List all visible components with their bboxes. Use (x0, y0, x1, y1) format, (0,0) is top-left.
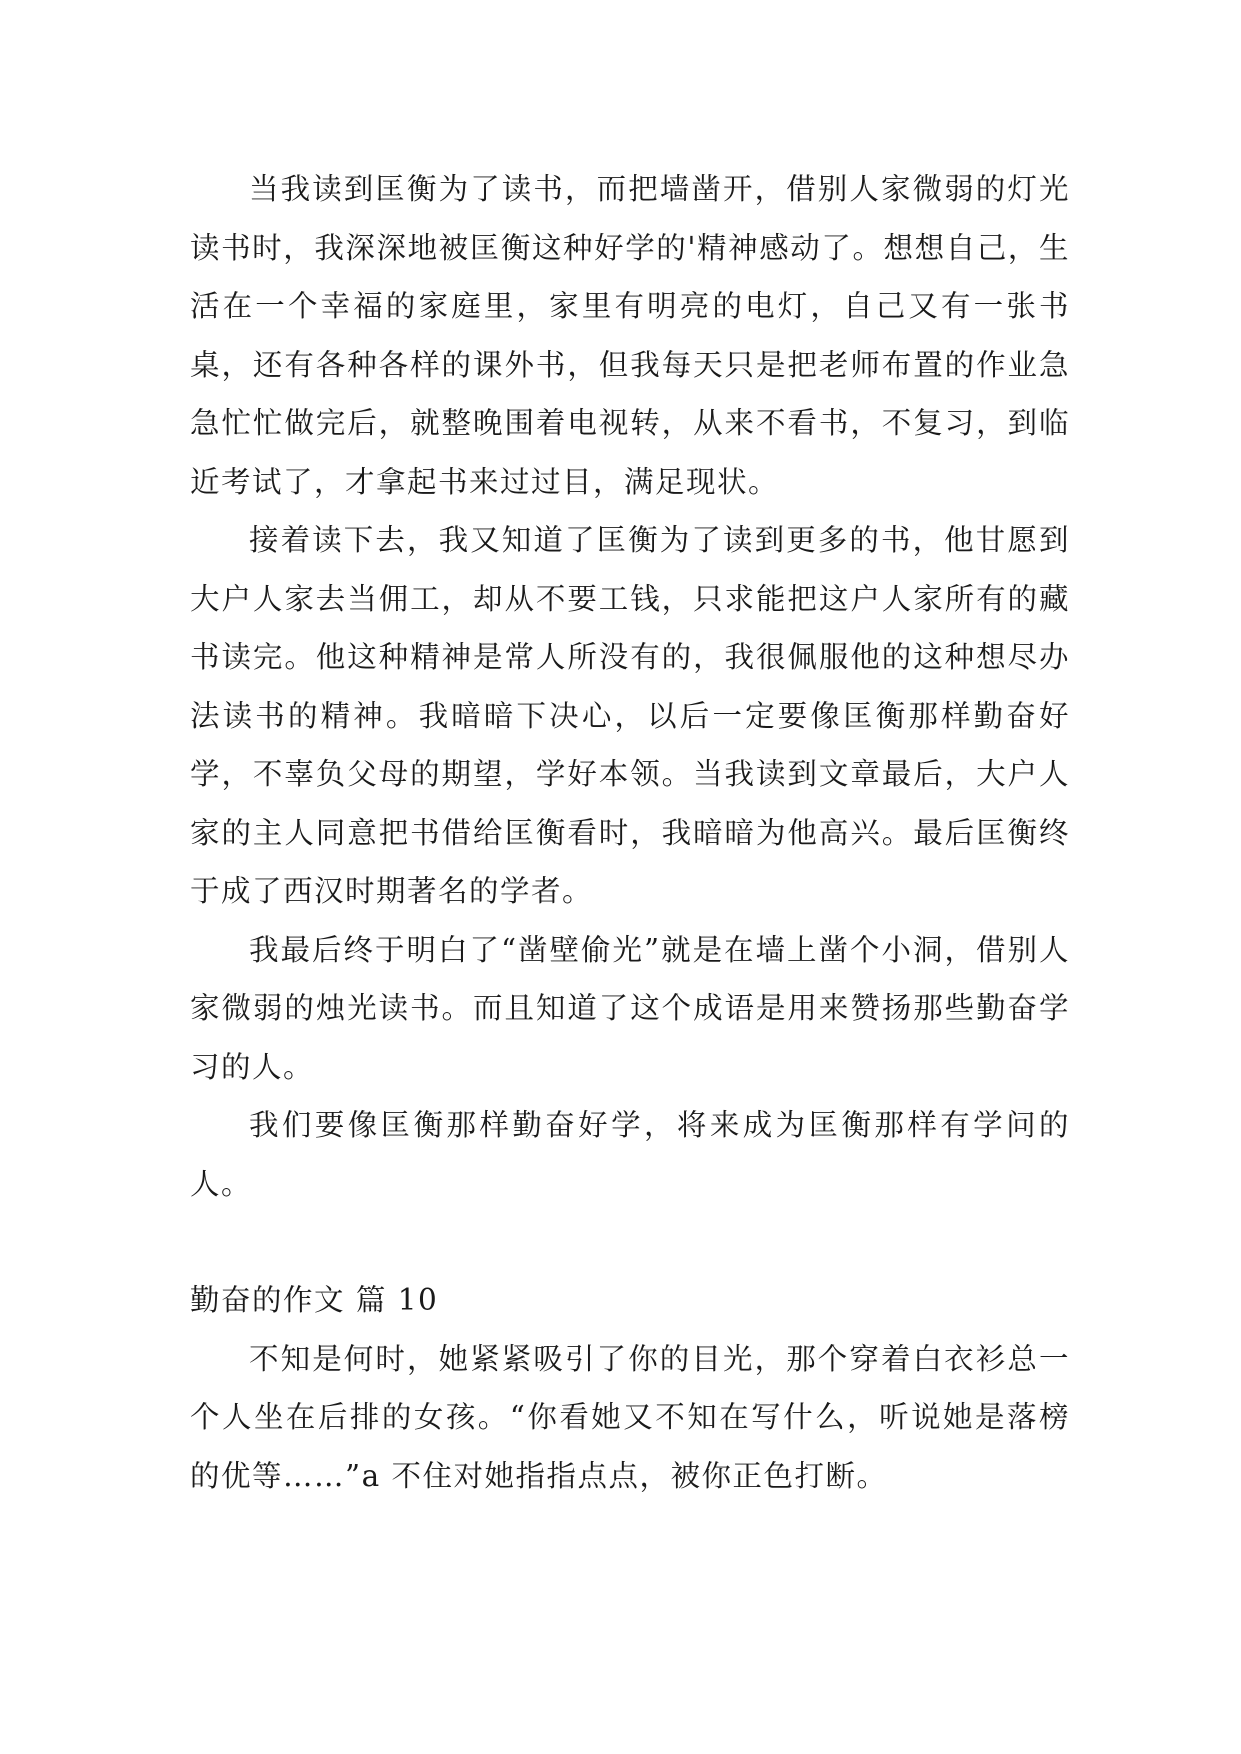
section-heading: 勤奋的作文 篇 10 (190, 1283, 439, 1317)
paragraph-4: 我们要像匡衡那样勤奋好学，将来成为匡衡那样有学问的人。 (190, 1108, 1070, 1201)
paragraph-5: 不知是何时，她紧紧吸引了你的目光，那个穿着白衣衫总一个人坐在后排的女孩。“你看她又不知在写什么，听说她是落榜的优等……”a 不住对她指指点点，被你正色打断。 (190, 1341, 1070, 1493)
paragraph-2: 接着读下去，我又知道了匡衡为了读到更多的书，他甘愿到大户人家去当佣工，却从不要工钱，只求能把这户人家所有的藏书读完。他这种精神是常人所没有的，我很佩服他的这种想尽办法读书的精神。我暗暗下决心，以后一定要像匡衡那样勤奋好学，不辜负父母的期望，学好本领。当我读到文章最后，大户人家的主人同意把书借给匡衡看时，我暗暗为他高兴。最后匡衡终于成了西汉时期著名的学者。 (190, 523, 1070, 908)
paragraph-3: 我最后终于明白了“凿壁偷光”就是在墙上凿个小洞，借别人家微弱的烛光读书。而且知道了这个成语是用来赞扬那些勤奋学习的人。 (190, 932, 1070, 1084)
paragraph-1: 当我读到匡衡为了读书，而把墙凿开，借别人家微弱的灯光读书时，我深深地被匡衡这种好学的'精神感动了。想想自己，生活在一个幸福的家庭里，家里有明亮的电灯，自己又有一张书桌，还有各种各样的课外书，但我每天只是把老师布置的作业急急忙忙做完后，就整晚围着电视转，从来不看书，不复习，到临近考试了，才拿起书来过过目，满足现状。 (190, 172, 1070, 499)
document-body (190, 160, 1070, 1505)
